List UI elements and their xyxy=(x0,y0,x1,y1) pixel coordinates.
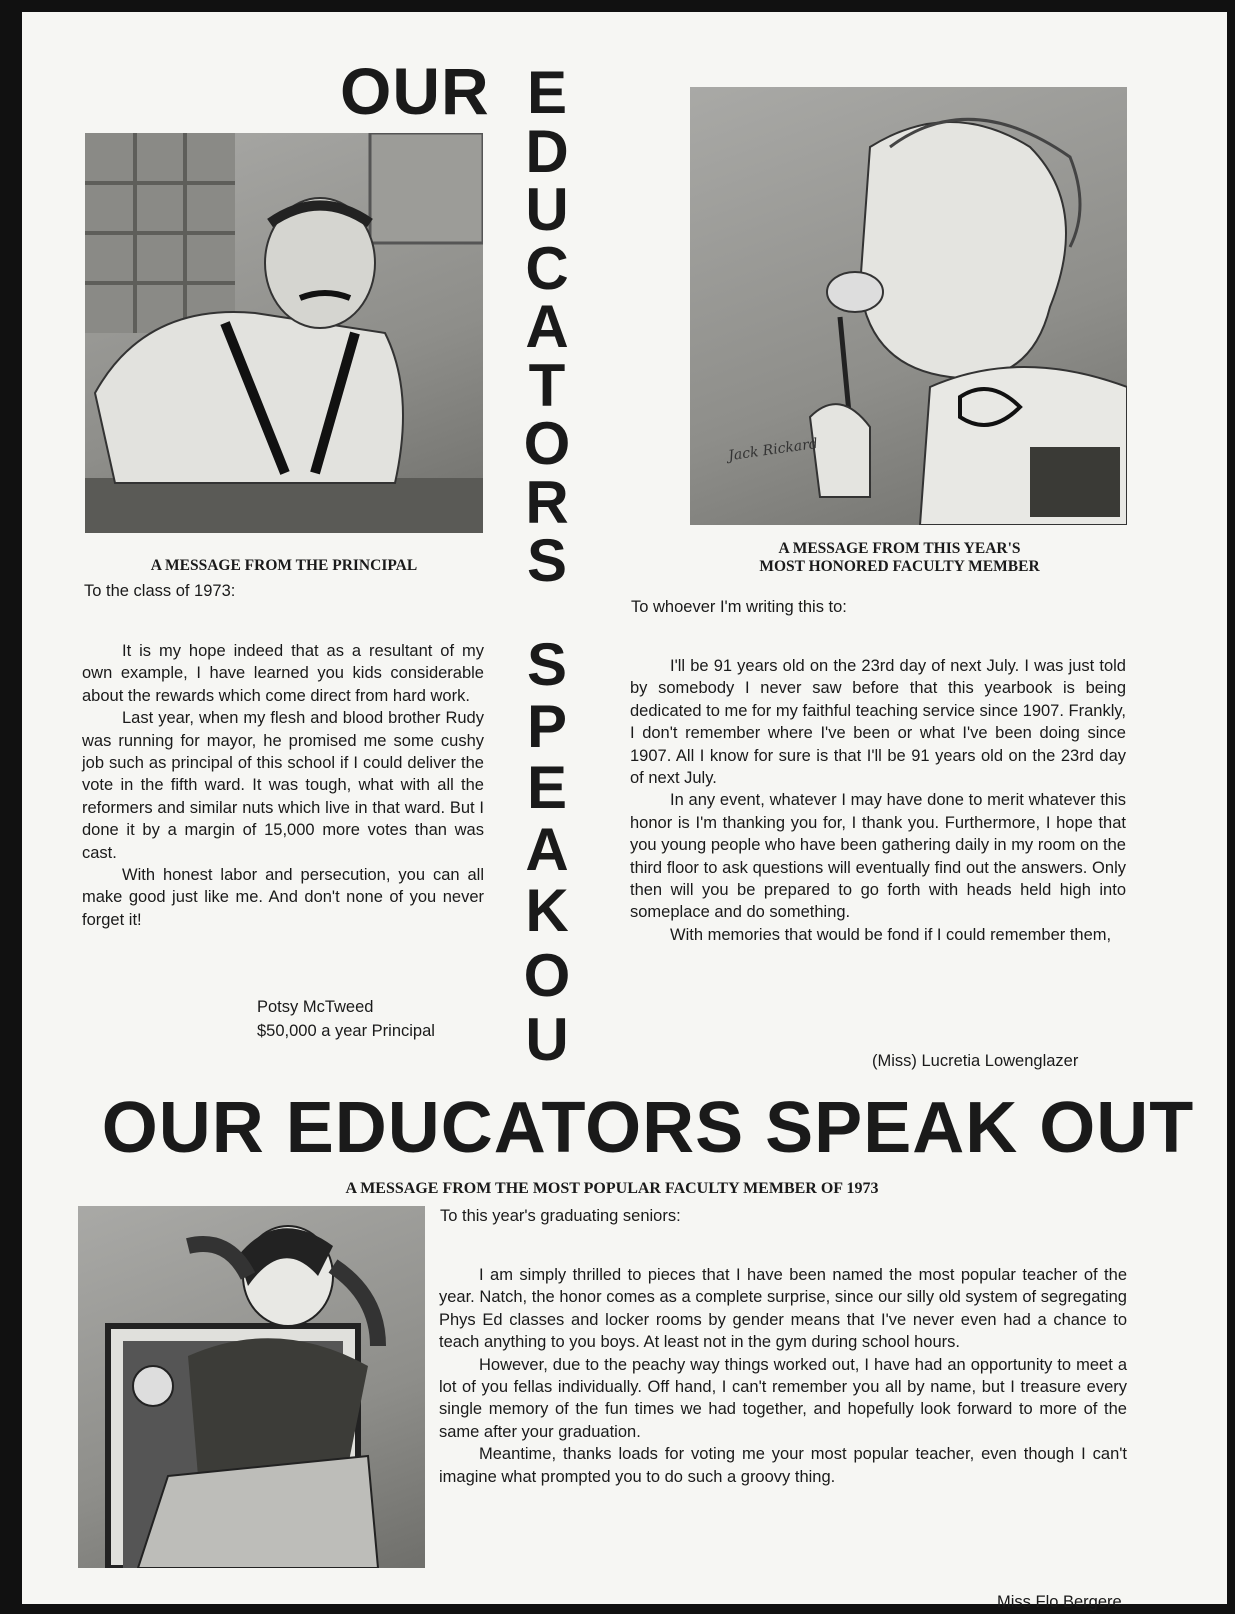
vertical-title-letter: O xyxy=(523,410,571,477)
vertical-title-letter: A xyxy=(525,815,569,883)
honored-greeting: To whoever I'm writing this to: xyxy=(631,598,847,616)
principal-signature xyxy=(257,995,435,1043)
popular-greeting: To this year's graduating seniors: xyxy=(440,1207,681,1225)
vertical-title-letter: S xyxy=(526,527,568,594)
popular-letter xyxy=(439,1264,1127,1488)
principal-signature-title: $50,000 a year Principal xyxy=(257,1022,435,1040)
artist-signature: Jack Rickard xyxy=(727,435,819,465)
honored-letter xyxy=(630,655,1126,946)
vertical-title-letter: P xyxy=(526,692,568,760)
popular-caption: A MESSAGE FROM THE MOST POPULAR FACULTY MEMBER OF 1973 xyxy=(345,1180,879,1197)
vertical-title-letter: K xyxy=(525,877,569,944)
principal-greeting: To the class of 1973: xyxy=(84,582,236,600)
principal-paragraph: With honest labor and persecution, you can all make good just like me. And don't none of you never forget it! xyxy=(82,866,484,929)
vertical-title-letter: E xyxy=(526,59,568,126)
vertical-title-educators xyxy=(512,59,582,594)
vertical-title-ou xyxy=(512,944,582,1072)
principal-paragraph: It is my hope indeed that as a resultant of my own example, I have learned you kids considerable about the rewards which come direct from hard work. xyxy=(82,642,484,705)
honored-faculty-illustration xyxy=(690,87,1127,525)
banner-title: OUR EDUCATORS SPEAK OUT xyxy=(101,1088,1195,1168)
popular-faculty-illustration xyxy=(78,1206,425,1568)
vertical-title-letter: E xyxy=(526,754,568,821)
popular-paragraph: I am simply thrilled to pieces that I have been named the most popular teacher of the year. Natch, the honor comes as a complete surprise, since our silly old system of segregating Phys Ed classes and locker rooms by gender means that I've never even had a chance to teach anything to you boys. At least not in the gym during school hours. xyxy=(439,1266,1127,1352)
vertical-title-letter: A xyxy=(525,293,569,360)
honored-signature: (Miss) Lucretia Lowenglazer xyxy=(872,1052,1079,1070)
popular-signature: Miss Flo Bergere xyxy=(997,1593,1122,1611)
honored-paragraph: I'll be 91 years old on the 23rd day of next July. I was just told by somebody I never saw before that this yearbook is being dedicated to me for my faithful teaching service since 1907. Frankly, I don't remember where I've been or what I've been doing since 1907. All I know for sure is that I'll be 91 years old on the 23rd day of next July. xyxy=(630,657,1126,788)
honored-caption-line2: MOST HONORED FACULTY MEMBER xyxy=(759,558,1040,575)
principal-illustration xyxy=(85,133,483,533)
vertical-title-letter: R xyxy=(525,468,569,536)
vertical-title-letter: S xyxy=(526,631,568,698)
popular-paragraph: Meantime, thanks loads for voting me your most popular teacher, even though I can't imagine what prompted you to do such a groovy thing. xyxy=(439,1445,1127,1486)
vertical-title-letter: U xyxy=(525,176,569,243)
honored-paragraph: With memories that would be fond if I could remember them, xyxy=(670,925,1112,944)
vertical-title-letter: C xyxy=(525,234,569,302)
principal-paragraph: Last year, when my flesh and blood brother Rudy was running for mayor, he promised me some cushy job such as principal of this school if I could deliver the vote in the fifth ward. It was tough, what with all the reformers and similar nuts which live in that ward. But I done it by a margin of 15,000 more votes than was cast. xyxy=(82,709,484,862)
vertical-title-letter: U xyxy=(525,1006,569,1073)
popular-paragraph: However, due to the peachy way things worked out, I have had an opportunity to meet a lot of you fellas individually. Off hand, I can't remember you all by name, but I treasure every single memory of the fun times we had together, and hopefully look forward to more of the same after your graduation. xyxy=(439,1355,1127,1441)
vertical-title-speak xyxy=(512,631,582,944)
honored-caption-line1: A MESSAGE FROM THIS YEAR'S xyxy=(778,540,1021,557)
honored-caption xyxy=(652,540,1147,576)
honored-paragraph: In any event, whatever I may have done to merit whatever this honor is I'm thanking you for, I thank you. Furthermore, I hope that you young people who have been gathering daily in my room on the third floor to ask questions will eventually find out the answers. Only then will you be prepared to go forth with heads held high into someplace and do something. xyxy=(630,791,1126,922)
title-our: OUR xyxy=(340,54,490,128)
magazine-page xyxy=(22,12,1227,1611)
principal-signature-name: Potsy McTweed xyxy=(257,998,374,1016)
principal-caption: A MESSAGE FROM THE PRINCIPAL xyxy=(150,557,418,574)
vertical-title-letter: D xyxy=(525,117,569,185)
principal-letter xyxy=(82,640,484,931)
vertical-title-letter: O xyxy=(523,942,571,1009)
vertical-title-letter: T xyxy=(528,351,566,419)
